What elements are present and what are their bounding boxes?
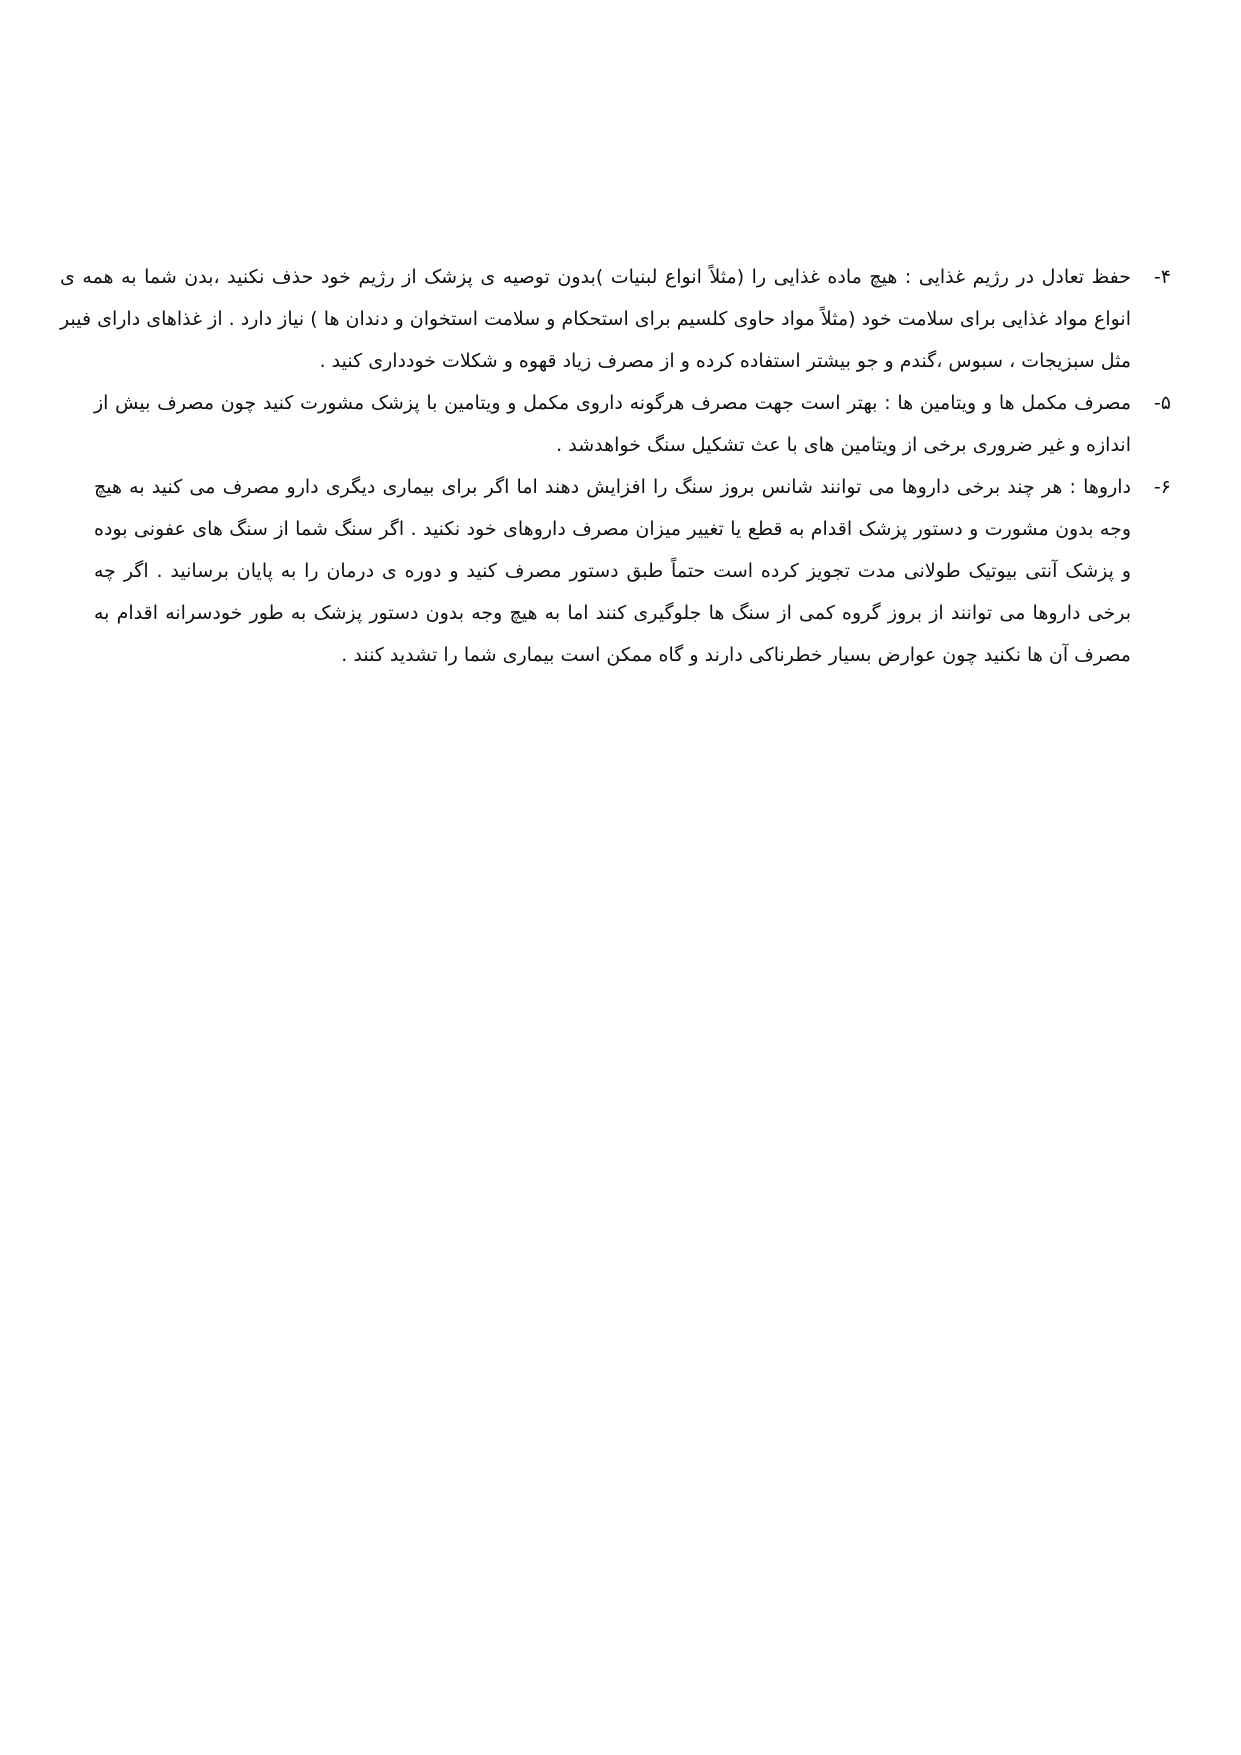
- list-item-text: حفظ تعادل در رژیم غذایی : هیچ ماده غذایی را (مثلاً انواع لبنیات )بدون توصیه ی پزشک از رژیم خود حذف نکنید ،بدن شما به همه ی انواع مواد غذایی برای سلامت خود (مثلاً مواد حاوی کلسیم برای استحکام و سلامت استخوان و دندان ها ) نیاز دارد . از غذاهای دارای فیبر مثل سبزیجات ، سبوس ،گندم و جو بیشتر استفاده کرده و از مصرف زیاد قهوه و شکلات خودداری کنید .: [60, 266, 1131, 372]
- list-item-4: [60, 256, 1171, 382]
- list-item-number: ۶-: [1153, 476, 1171, 498]
- list-item-number: ۵-: [1153, 392, 1171, 414]
- list-item-number: ۴-: [1153, 266, 1171, 288]
- list-item-5: [60, 382, 1171, 466]
- list-item-6: [60, 466, 1171, 676]
- list-item-text: مصرف مکمل ها و ویتامین ها : بهتر است جهت مصرف هرگونه داروی مکمل و ویتامین با پزشک مشورت کنید چون مصرف بیش از اندازه و غیر ضروری برخی از ویتامین های با عث تشکیل سنگ خواهدشد .: [94, 392, 1131, 456]
- list-item-text: داروها : هر چند برخی داروها می توانند شانس بروز سنگ را افزایش دهند اما اگر برای بیماری دیگری دارو مصرف می کنید به هیچ وجه بدون مشورت و دستور پزشک اقدام به قطع یا تغییر میزان مصرف داروهای خود نکنید . اگر سنگ شما از سنگ های عفونی بوده و پزشک آنتی بیوتیک طولانی مدت تجویز کرده است حتماً طبق دستور مصرف کنید و دوره ی درمان را به پایان برسانید . اگر چه برخی داروها می توانند از بروز گروه کمی از سنگ ها جلوگیری کنند اما به هیچ وجه بدون دستور پزشک به طور خودسرانه اقدام به مصرف آن ها نکنید چون عوارض بسیار خطرناکی دارند و گاه ممکن است بیماری شما را تشدید کنند .: [94, 476, 1131, 666]
- numbered-list: [60, 256, 1171, 676]
